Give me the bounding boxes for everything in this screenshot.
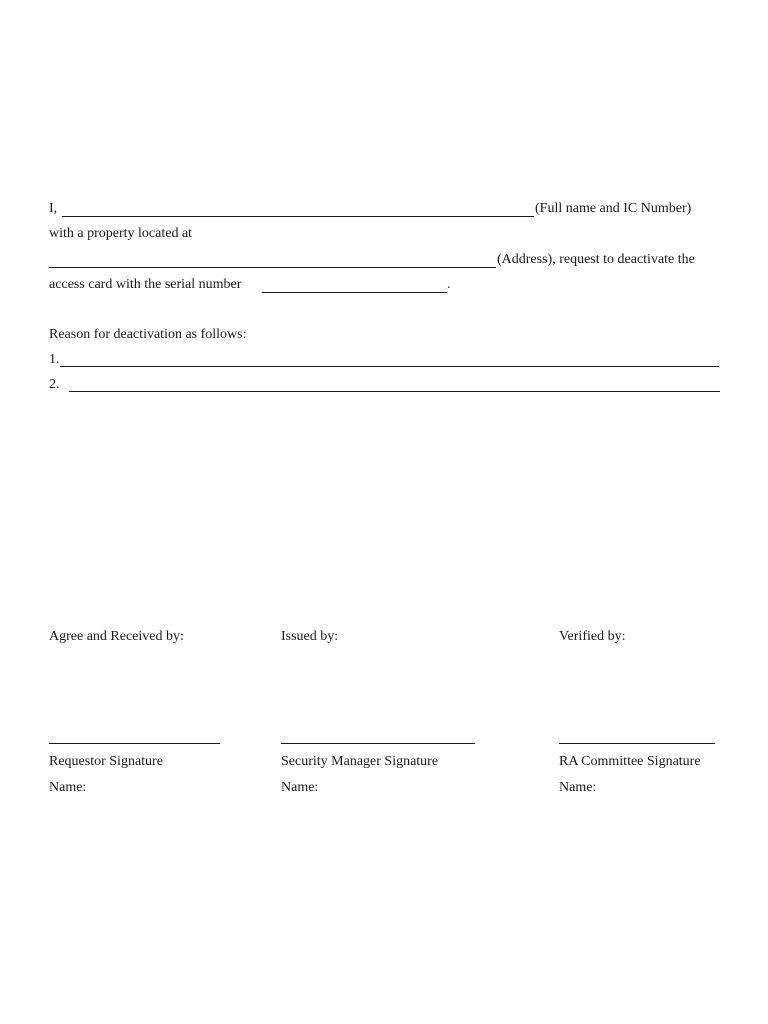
reason-2-label: 2. bbox=[49, 377, 60, 392]
address-hint: (Address), request to deactivate the bbox=[497, 252, 695, 267]
serial-number-text: access card with the serial number bbox=[49, 277, 242, 292]
reason-1-field[interactable] bbox=[60, 366, 719, 367]
reason-heading: Reason for deactivation as follows: bbox=[49, 327, 247, 342]
reason-1-label: 1. bbox=[49, 352, 60, 367]
full-name-ic-field[interactable] bbox=[62, 216, 534, 217]
issued-by-heading: Issued by: bbox=[281, 629, 339, 644]
full-name-ic-hint: (Full name and IC Number) bbox=[535, 201, 692, 216]
verified-by-heading: Verified by: bbox=[559, 629, 626, 644]
property-text: with a property located at bbox=[49, 226, 193, 241]
serial-period: . bbox=[447, 277, 451, 292]
serial-number-field[interactable] bbox=[262, 292, 447, 293]
security-manager-signature-label: Security Manager Signature bbox=[281, 754, 439, 769]
ra-committee-signature-label: RA Committee Signature bbox=[559, 754, 701, 769]
requestor-signature-label: Requestor Signature bbox=[49, 754, 163, 769]
requestor-name-label: Name: bbox=[49, 780, 87, 795]
applicant-prefix: I, bbox=[49, 201, 58, 216]
security-manager-signature-line[interactable] bbox=[281, 743, 475, 744]
requestor-signature-line[interactable] bbox=[49, 743, 220, 744]
security-manager-name-label: Name: bbox=[281, 780, 319, 795]
address-field[interactable] bbox=[49, 267, 496, 268]
ra-committee-signature-line[interactable] bbox=[559, 743, 715, 744]
reason-2-field[interactable] bbox=[69, 391, 720, 392]
ra-committee-name-label: Name: bbox=[559, 780, 597, 795]
agree-received-heading: Agree and Received by: bbox=[49, 629, 184, 644]
